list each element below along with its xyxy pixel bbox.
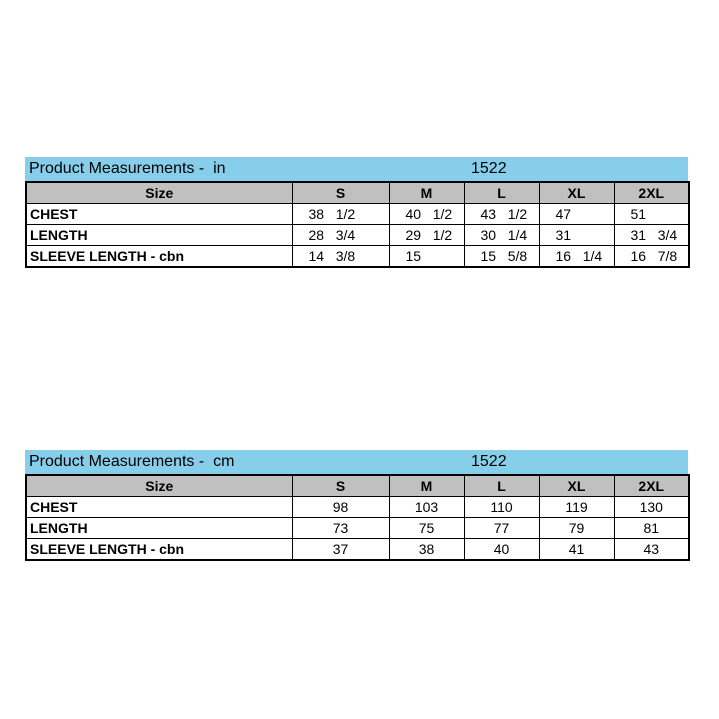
cell-value: 110: [464, 497, 539, 518]
header-m: M: [389, 182, 464, 204]
cell-value: 103: [389, 497, 464, 518]
table-title: Product Measurements - cm: [29, 453, 235, 470]
cell-value: 37: [292, 539, 389, 561]
cell-value: 75: [389, 518, 464, 539]
table-row: [26, 497, 689, 518]
cell-value: 16 7/8: [614, 246, 689, 268]
cell-value: 73: [292, 518, 389, 539]
cell-value: 41: [539, 539, 614, 561]
cell-value: 14 3/8: [292, 246, 389, 268]
cell-value: 29 1/2: [389, 225, 464, 246]
header-m: M: [389, 475, 464, 497]
cell-value: 38: [389, 539, 464, 561]
measurements-table-cm: [25, 450, 688, 561]
style-number: 1522: [471, 453, 507, 470]
cell-value: 28 3/4: [292, 225, 389, 246]
row-label: CHEST: [26, 497, 292, 518]
row-label: LENGTH: [26, 225, 292, 246]
title-bar-inches: [25, 157, 688, 181]
cell-value: 40: [464, 539, 539, 561]
cell-value: 31 3/4: [614, 225, 689, 246]
title-bar-cm: [25, 450, 688, 474]
header-row: [26, 475, 689, 497]
cell-value: 38 1/2: [292, 204, 389, 225]
cell-value: 43 1/2: [464, 204, 539, 225]
cell-value: 81: [614, 518, 689, 539]
row-label: LENGTH: [26, 518, 292, 539]
table-title: Product Measurements - in: [29, 160, 226, 177]
table-row: [26, 225, 689, 246]
header-xl: XL: [539, 475, 614, 497]
row-label: SLEEVE LENGTH - cbn: [26, 246, 292, 268]
header-2xl: 2XL: [614, 182, 689, 204]
cell-value: 98: [292, 497, 389, 518]
cell-value: 16 1/4: [539, 246, 614, 268]
cell-value: 31: [539, 225, 614, 246]
row-label: SLEEVE LENGTH - cbn: [26, 539, 292, 561]
header-size: Size: [26, 182, 292, 204]
cell-value: 79: [539, 518, 614, 539]
cell-value: 15 5/8: [464, 246, 539, 268]
header-2xl: 2XL: [614, 475, 689, 497]
cell-value: 51: [614, 204, 689, 225]
table-row: [26, 246, 689, 268]
header-l: L: [464, 475, 539, 497]
table-row: [26, 204, 689, 225]
cell-value: 40 1/2: [389, 204, 464, 225]
cell-value: 30 1/4: [464, 225, 539, 246]
cell-value: 47: [539, 204, 614, 225]
cell-value: 43: [614, 539, 689, 561]
row-label: CHEST: [26, 204, 292, 225]
measurements-table-inches: [25, 157, 688, 268]
header-s: S: [292, 475, 389, 497]
header-size: Size: [26, 475, 292, 497]
cell-value: 119: [539, 497, 614, 518]
cell-value: 130: [614, 497, 689, 518]
header-xl: XL: [539, 182, 614, 204]
measure-grid: [25, 181, 690, 268]
cell-value: 77: [464, 518, 539, 539]
style-number: 1522: [471, 160, 507, 177]
table-row: [26, 518, 689, 539]
header-l: L: [464, 182, 539, 204]
header-row: [26, 182, 689, 204]
table-row: [26, 539, 689, 561]
cell-value: 15: [389, 246, 464, 268]
header-s: S: [292, 182, 389, 204]
measure-grid: [25, 474, 690, 561]
